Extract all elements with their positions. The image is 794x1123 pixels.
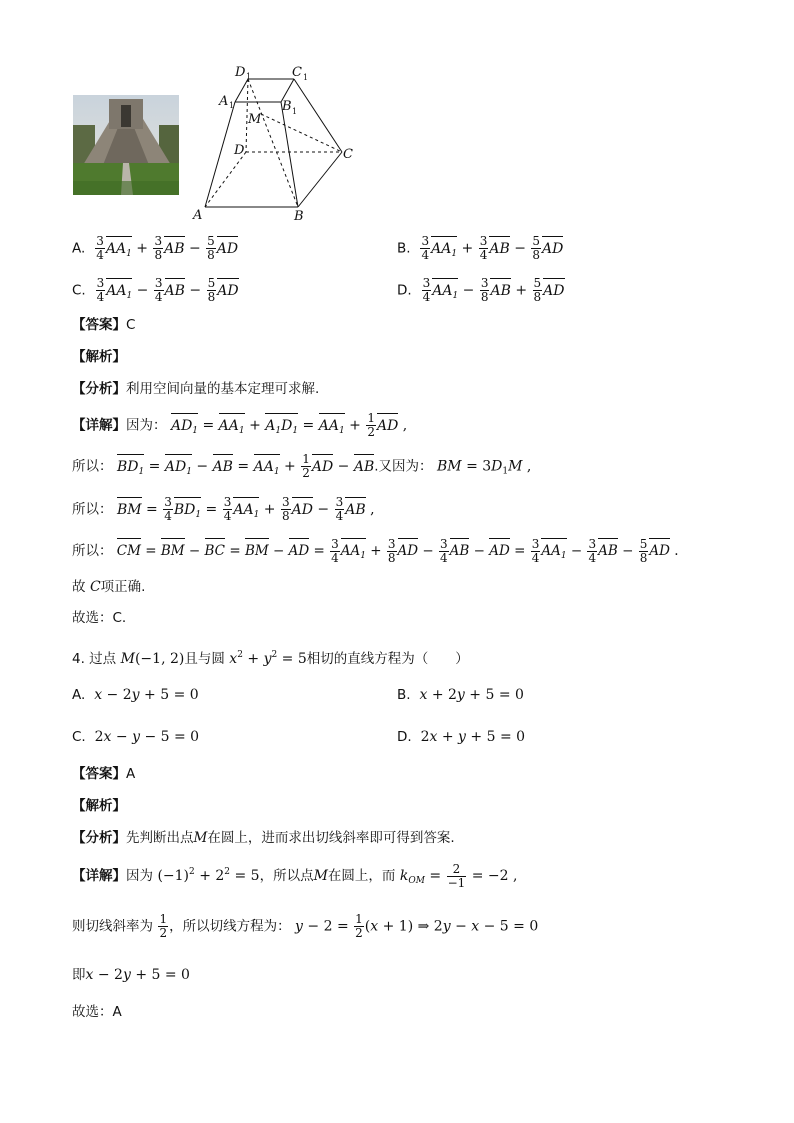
q4-choose: 故选：A xyxy=(72,1004,122,1020)
q3-detail-line2: 所以： $BD_1 = AD_1$ − AB = $AA_1$ + $\frac{1}{2}$ AD − AB.又因为： BM = $3D_1M$ , xyxy=(72,452,532,480)
q4-jiexi-heading: 【解析】 xyxy=(72,798,126,814)
monument-photo xyxy=(73,95,179,195)
svg-text:1: 1 xyxy=(229,101,235,110)
label-c1: C xyxy=(292,65,302,80)
frustum-diagram xyxy=(190,62,365,231)
label-a1: A xyxy=(219,94,229,109)
q3-option-a[interactable]: A. $\frac{3}{4}$ $AA_1$ + $\frac{3}{8}$ AB − $\frac{5}{8}$ AD xyxy=(72,234,239,262)
q3-option-d[interactable]: D. $\frac{3}{4}$ $AA_1$ − $\frac{3}{8}$ AB + $\frac{5}{8}$ AD xyxy=(397,276,565,304)
label-c: C xyxy=(343,147,353,162)
q4-detail-line2: 则切线斜率为 $\frac{1}{2}$ ，所以切线方程为： y − 2 = $\frac{1}{2}$ (x + 1) ⇒ 2y − x − 5 = 0 xyxy=(72,912,539,940)
q4-answer: 【答案】A xyxy=(72,766,136,782)
q4-detail-line3: 即x − 2y + 5 = 0 xyxy=(72,967,190,983)
q3-choose: 故选：C. xyxy=(72,610,127,626)
q3-fenxi: 【分析】利用空间向量的基本定理可求解. xyxy=(72,381,320,397)
q4-option-d[interactable]: D. 2x + y + 5 = 0 xyxy=(397,729,526,745)
svg-text:1: 1 xyxy=(303,73,309,82)
label-m: M xyxy=(248,112,262,127)
q3-jiexi-heading: 【解析】 xyxy=(72,349,126,365)
label-d1: D xyxy=(235,65,246,80)
q4-option-c[interactable]: C. 2x − y − 5 = 0 xyxy=(72,729,200,745)
q3-detail-line1: 【详解】因为： $AD_1 = AA_1 + A_1D_1 = AA_1$ + $\frac{1}{2}$ AD , xyxy=(72,411,408,439)
label-d: D xyxy=(234,143,245,158)
q4-option-a[interactable]: A. x − 2y + 5 = 0 xyxy=(72,687,199,703)
q3-answer: 【答案】C xyxy=(72,317,136,333)
q3-conclusion: 故 C项正确. xyxy=(72,579,146,595)
svg-text:1: 1 xyxy=(246,72,252,81)
label-b1: B xyxy=(282,99,292,114)
label-b: B xyxy=(294,209,304,224)
q4-detail-line1: 【详解】因为 $(-1)^2 + 2^2 = 5$，所以点M在圆上，而 $k_{OM}$ = $\frac{2}{-1}$ = −2 , xyxy=(72,861,518,890)
label-a: A xyxy=(193,208,203,223)
q4-fenxi: 【分析】先判断出点M在圆上，进而求出切线斜率即可得到答案. xyxy=(72,830,455,846)
q3-option-c[interactable]: C. $\frac{3}{4}$ $AA_1$ − $\frac{3}{4}$ AB − $\frac{5}{8}$ AD xyxy=(72,276,239,304)
q3-detail-line4: 所以： CM = BM − BC = BM − AD = $\frac{3}{4}$ $AA_1$ + $\frac{3}{8}$ AD − $\frac{3}{4}$ AB − AD = $\frac{3}{4}$ $AA_1$ − $\frac{3}{4}$ AB − $\frac{5}{8}$ AD . xyxy=(72,537,679,565)
q4-option-b[interactable]: B. x + 2y + 5 = 0 xyxy=(397,687,524,703)
q3-option-b[interactable]: B. $\frac{3}{4}$ $AA_1$ + $\frac{3}{4}$ AB − $\frac{5}{8}$ AD xyxy=(397,234,564,262)
svg-text:1: 1 xyxy=(292,107,298,116)
q3-detail-line3: 所以： BM = $\frac{3}{4}$ $BD_1$ = $\frac{3}{4}$ $AA_1$ + $\frac{3}{8}$ AD − $\frac{3}{4}$ AB , xyxy=(72,495,375,523)
q4-stem: 4. 过点 M(−1, 2)且与圆 $x^2 + y^2 = 5$相切的直线方程为（ ） xyxy=(72,650,469,667)
